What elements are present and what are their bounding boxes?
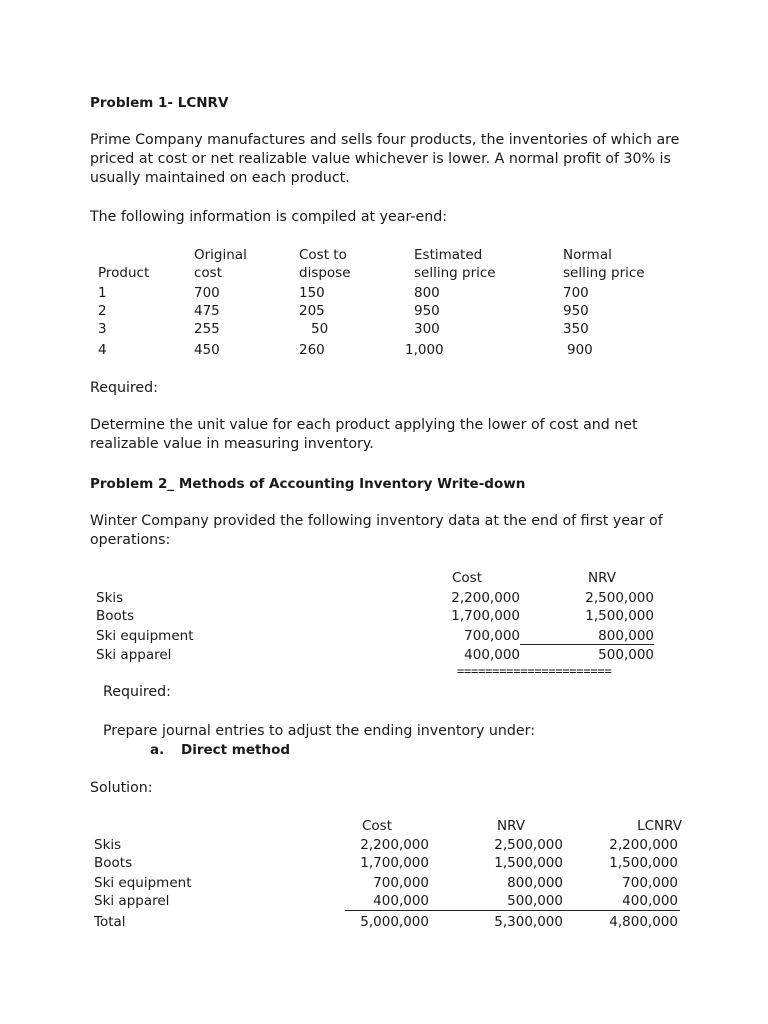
table-cell: 500,000 <box>598 647 654 663</box>
table-cell: 1,000 <box>405 342 444 358</box>
table-cell: 2,200,000 <box>451 590 520 606</box>
header-product: Product <box>98 265 150 281</box>
table-cell: 260 <box>299 342 325 358</box>
table-cell: 1,700,000 <box>360 855 429 871</box>
table-cell: 950 <box>414 303 440 319</box>
table-cell: Boots <box>94 855 133 871</box>
table-cell: 2,500,000 <box>494 837 563 853</box>
table-cell: 700 <box>563 285 589 301</box>
table-cell: Ski apparel <box>94 893 170 909</box>
table-cell: 1,500,000 <box>585 608 654 624</box>
header-nrv: NRV <box>588 570 616 586</box>
table-cell: 700,000 <box>464 628 520 644</box>
header-normal-1: Normal <box>563 247 612 263</box>
table-cell: 3 <box>98 321 107 337</box>
table-cell: 1 <box>98 285 107 301</box>
table-cell: 255 <box>194 321 220 337</box>
table-cell: 700,000 <box>373 875 429 891</box>
problem-1-title: Problem 1- LCNRV <box>90 95 229 111</box>
header-original-2: cost <box>194 265 223 281</box>
problem-2-title: Problem 2_ Methods of Accounting Inventory Write-down <box>90 476 526 492</box>
header-original-1: Original <box>194 247 247 263</box>
double-rule: ====================== <box>457 664 612 678</box>
table-cell: 1,500,000 <box>609 855 678 871</box>
table-cell: 4 <box>98 342 107 358</box>
table-cell: Boots <box>96 608 135 624</box>
table-cell: 400,000 <box>622 893 678 909</box>
table-cell: 2,500,000 <box>585 590 654 606</box>
problem-2-required-label: Required: <box>103 684 171 700</box>
table-cell: 1,700,000 <box>451 608 520 624</box>
table-cell: 700 <box>194 285 220 301</box>
problem-2-intro: Winter Company provided the following inventory data at the end of first year of operations: <box>90 513 663 548</box>
method-letter: a. <box>150 742 165 758</box>
header-normal-2: selling price <box>563 265 645 281</box>
header-nrv: NRV <box>497 818 525 834</box>
table-cell: 500,000 <box>507 893 563 909</box>
table-cell: Ski equipment <box>96 628 194 644</box>
total-lcnrv: 4,800,000 <box>609 914 678 930</box>
table-cell: 2,200,000 <box>609 837 678 853</box>
method-name: Direct method <box>181 742 291 758</box>
table-cell: Skis <box>96 590 124 606</box>
total-rule <box>345 910 680 911</box>
table-cell: 950 <box>563 303 589 319</box>
table-cell: 2 <box>98 303 107 319</box>
table-cell: 700,000 <box>622 875 678 891</box>
problem-1-required-label: Required: <box>90 380 158 396</box>
table-cell: 400,000 <box>464 647 520 663</box>
problem-1-compiled-text: The following information is compiled at year-end: <box>90 209 447 225</box>
header-estimated-1: Estimated <box>414 247 483 263</box>
table-cell: 50 <box>311 321 329 337</box>
problem-1-intro: Prime Company manufactures and sells four products, the inventories of which are priced at cost or net realizable value whichever is lower. A normal profit of 30% is usually maintained on each product. <box>90 132 680 186</box>
table-cell: Ski apparel <box>96 647 172 663</box>
table-cell: 800 <box>414 285 440 301</box>
table-cell: 150 <box>299 285 325 301</box>
table-cell: 475 <box>194 303 220 319</box>
header-estimated-2: selling price <box>414 265 496 281</box>
table-cell: Ski equipment <box>94 875 192 891</box>
subtotal-rule <box>520 644 654 645</box>
header-dispose-2: dispose <box>299 265 351 281</box>
header-cost: Cost <box>362 818 393 834</box>
table-cell: 350 <box>563 321 589 337</box>
table-cell: 2,200,000 <box>360 837 429 853</box>
total-cost: 5,000,000 <box>360 914 429 930</box>
total-label: Total <box>94 914 126 930</box>
table-cell: 900 <box>567 342 593 358</box>
header-cost: Cost <box>452 570 483 586</box>
problem-1-required-text: Determine the unit value for each product applying the lower of cost and net realizable value in measuring inventory. <box>90 417 638 452</box>
table-cell: 1,500,000 <box>494 855 563 871</box>
table-cell: 450 <box>194 342 220 358</box>
table-cell: 300 <box>414 321 440 337</box>
header-dispose-1: Cost to <box>299 247 347 263</box>
header-lcnrv: LCNRV <box>637 818 682 834</box>
table-cell: Skis <box>94 837 122 853</box>
solution-label: Solution: <box>90 780 153 796</box>
table-cell: 800,000 <box>507 875 563 891</box>
table-cell: 205 <box>299 303 325 319</box>
problem-2-prepare-text: Prepare journal entries to adjust the ending inventory under: <box>103 723 535 739</box>
table-cell: 800,000 <box>598 628 654 644</box>
table-cell: 400,000 <box>373 893 429 909</box>
total-nrv: 5,300,000 <box>494 914 563 930</box>
